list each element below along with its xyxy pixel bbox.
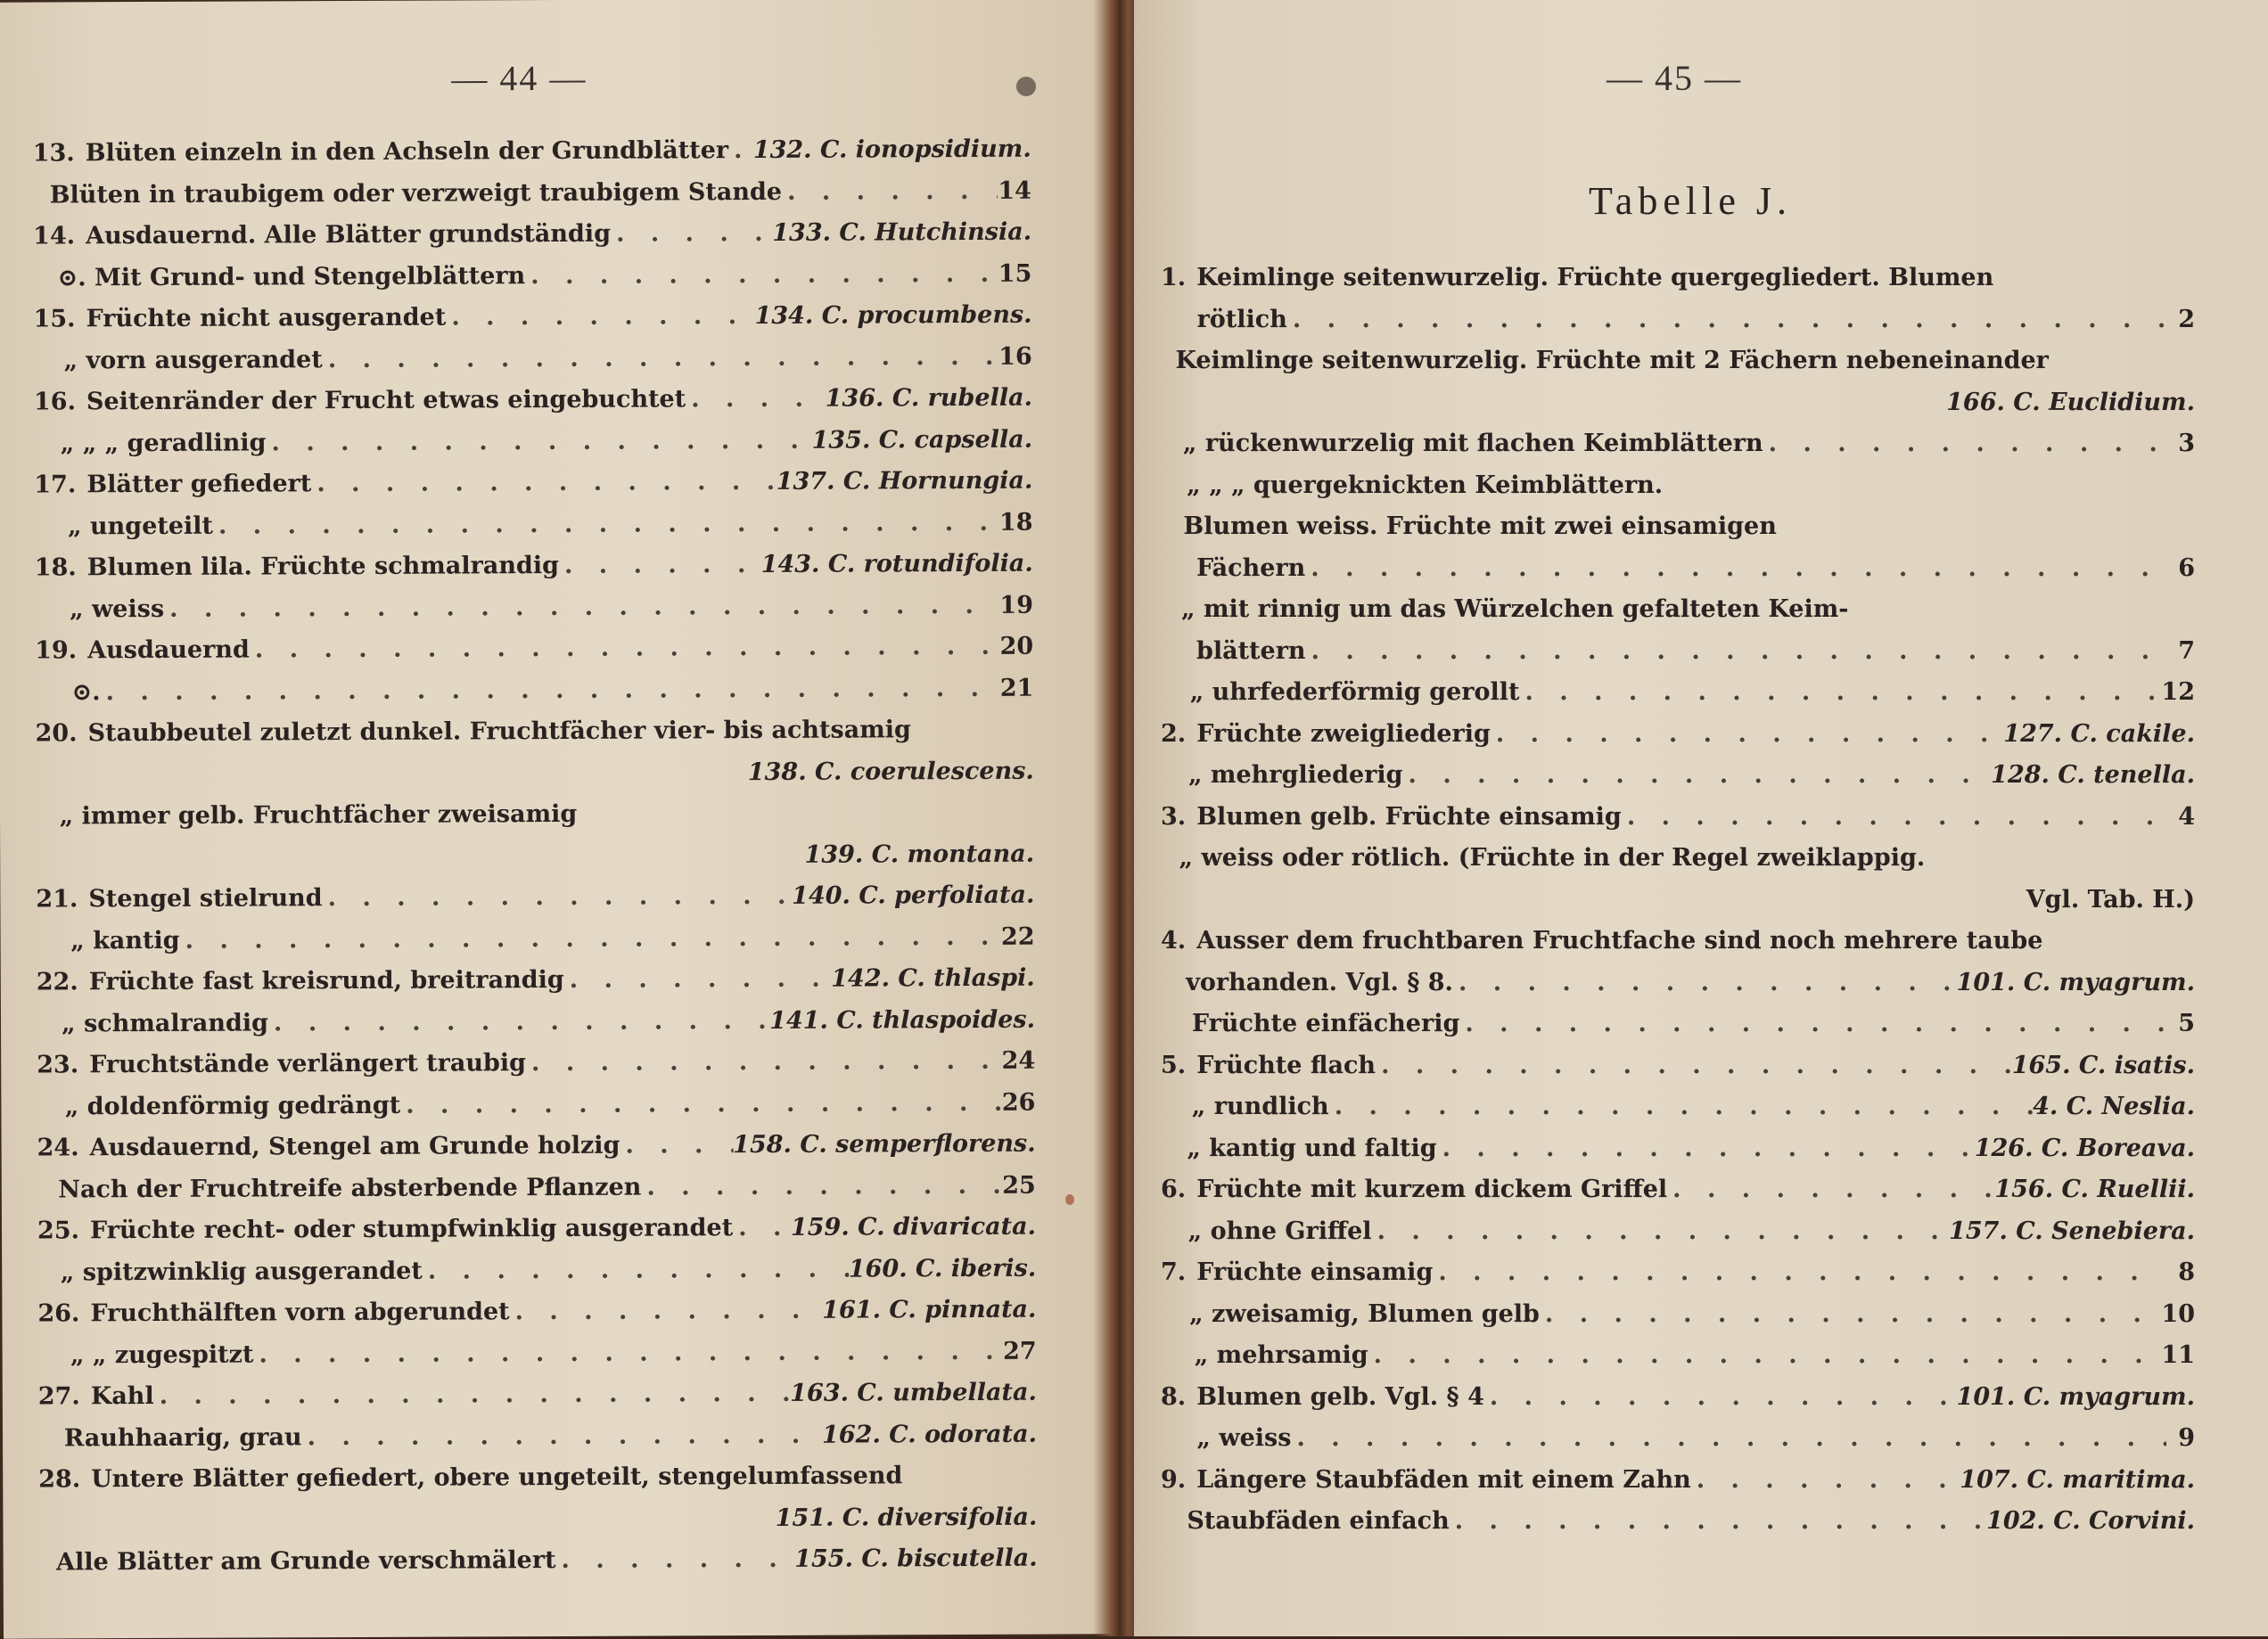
key-row: [1161, 965, 2195, 1001]
ink-spot: [1016, 77, 1036, 96]
dot-leader: [154, 1376, 791, 1414]
couplet-text: Untere Blätter gefiedert, obere ungeteilt, stengelumfassend: [91, 1458, 902, 1497]
key-row: [1161, 1421, 2195, 1456]
key-row: [39, 1541, 1038, 1581]
couplet-number: 20.: [35, 716, 77, 751]
key-row: [33, 215, 1031, 255]
target-couplet: 21: [1000, 670, 1034, 706]
couplet-text: Nach der Fruchtreife absterbende Pflanzen: [58, 1169, 641, 1208]
dot-leader: [323, 879, 793, 916]
species-reference: 107. C. maritima.: [1960, 1463, 2195, 1498]
couplet-number: 14.: [33, 218, 75, 254]
dot-leader: [1287, 302, 2166, 338]
dot-leader: [526, 1044, 1002, 1081]
couplet-text: „ weiss oder rötlich. (Früchte in der Regel zweiklappig.: [1179, 840, 1926, 876]
target-couplet: Vgl. Tab. H.): [2026, 882, 2195, 918]
dot-leader: [1667, 1172, 1994, 1208]
dot-leader: [180, 919, 1002, 958]
key-row: [1161, 1048, 2195, 1084]
key-row: [34, 339, 1032, 379]
couplet-text: ⊙. Mit Grund- und Stengelblättern: [57, 258, 525, 296]
couplet-text: „ weiss: [1196, 1421, 1291, 1456]
species-reference: 142. C. thlaspi.: [831, 961, 1035, 997]
key-row: [38, 1458, 1037, 1498]
key-row: [1161, 1255, 2195, 1291]
dot-leader: [253, 1333, 1003, 1373]
key-row: [1161, 1463, 2195, 1498]
dot-leader: [782, 173, 998, 209]
couplet-text: „ zweisamig, Blumen gelb: [1189, 1297, 1540, 1332]
couplet-text: ⊙.: [72, 675, 101, 710]
couplet-number: 18.: [35, 550, 77, 586]
species-reference: 155. C. biscutella.: [794, 1541, 1038, 1578]
species-reference: 140. C. perfoliata.: [792, 878, 1034, 914]
couplet-text: „ uhrfederförmig gerollt: [1190, 675, 1520, 710]
couplet-text: „ immer gelb. Fruchtfächer zweisamig: [60, 797, 578, 835]
target-couplet: 26: [1002, 1085, 1036, 1120]
couplet-number: 21.: [36, 881, 78, 917]
page-number-right: — 45 —: [1606, 57, 1742, 99]
target-couplet: 25: [1002, 1168, 1036, 1203]
target-couplet: 16: [998, 339, 1032, 374]
couplet-text: Früchte recht- oder stumpfwinklig ausgerandet: [90, 1210, 733, 1249]
dot-leader: [1484, 1380, 1957, 1415]
couplet-number: 17.: [34, 467, 76, 503]
dot-leader: [1450, 1504, 1986, 1539]
species-reference: 143. C. rotundifolia.: [761, 546, 1033, 583]
key-row: [34, 422, 1032, 462]
key-row: [1161, 799, 2195, 835]
target-couplet: 24: [1002, 1044, 1036, 1079]
key-row: [36, 878, 1034, 918]
dot-leader: [611, 216, 772, 252]
couplet-text: „ rückenwurzelig mit flachen Keimblättern: [1183, 426, 1763, 462]
couplet-text: Blumen weiss. Früchte mit zwei einsamigen: [1183, 509, 1776, 545]
couplet-text: „ mit rinnig um das Würzelchen gefalteten Keim-: [1181, 592, 1848, 627]
couplet-text: Früchte nicht ausgerandet: [86, 300, 446, 338]
species-reference: 134. C. procumbens.: [754, 298, 1031, 334]
left-page: [0, 0, 1118, 1639]
key-row: [1161, 1214, 2195, 1250]
species-reference: 166. C. Euclidium.: [1946, 385, 2195, 421]
couplet-text: Früchte einfächerig: [1192, 1006, 1459, 1042]
dot-leader: [1763, 426, 2166, 462]
couplet-number: 13.: [33, 135, 75, 171]
target-couplet: 9: [2166, 1421, 2195, 1456]
couplet-text: Blumen gelb. Vgl. § 4: [1196, 1380, 1484, 1415]
dot-leader: [728, 133, 753, 168]
key-row: [34, 381, 1032, 421]
couplet-text: Fruchtstände verlängert traubig: [89, 1045, 526, 1083]
couplet-text: Ausdauernd, Stengel am Grunde holzig: [90, 1128, 620, 1167]
couplet-number: 27.: [38, 1379, 80, 1414]
key-row: [38, 1499, 1037, 1539]
key-row: [33, 256, 1031, 296]
target-couplet: 19: [999, 587, 1033, 623]
key-row: [35, 629, 1033, 669]
target-couplet: 15: [998, 256, 1032, 291]
couplet-text: „ spitzwinklig ausgerandet: [61, 1253, 423, 1291]
key-row: [38, 1416, 1037, 1456]
key-row: [1161, 634, 2195, 669]
dot-leader: [101, 670, 1000, 709]
target-couplet: 5: [2166, 1006, 2195, 1042]
target-couplet: 6: [2166, 551, 2195, 586]
key-row: [1161, 1089, 2195, 1125]
key-row: [1161, 675, 2195, 710]
key-row: [1161, 1172, 2195, 1208]
dot-leader: [1519, 675, 2161, 710]
key-row: [1161, 1006, 2195, 1042]
key-row: [37, 1044, 1035, 1084]
couplet-text: „ „ „ geradlinig: [61, 425, 267, 462]
key-row: [36, 836, 1034, 876]
couplet-text: „ „ „ quergeknickten Keimblättern.: [1187, 468, 1663, 504]
couplet-text: Staubfäden einfach: [1187, 1504, 1449, 1539]
species-reference: 139. C. montana.: [804, 836, 1034, 873]
target-couplet: 18: [999, 504, 1033, 540]
key-row: [1161, 1380, 2195, 1415]
couplet-text: „ kantig: [70, 922, 180, 959]
dot-leader: [1291, 1421, 2166, 1456]
dot-leader: [686, 381, 826, 418]
couplet-text: Stengel stielrund: [88, 881, 322, 917]
couplet-number: 3.: [1161, 799, 1186, 835]
key-row: [36, 753, 1034, 793]
couplet-text: Keimlinge seitenwurzelig. Früchte mit 2 Fächern nebeneinander: [1175, 343, 2048, 379]
target-couplet: 4: [2166, 799, 2195, 835]
couplet-text: Keimlinge seitenwurzelig. Früchte quergegliedert. Blumen: [1196, 260, 1993, 296]
couplet-text: Ausser dem fruchtbaren Fruchtfache sind noch mehrere taube: [1196, 923, 2042, 959]
dot-leader: [250, 629, 1000, 668]
species-reference: 161. C. pinnata.: [822, 1292, 1036, 1329]
key-row: [1161, 882, 2195, 918]
key-row: [37, 1250, 1036, 1291]
page-number-left: — 44 —: [451, 57, 587, 100]
key-row: [35, 546, 1033, 586]
key-row: [33, 298, 1031, 338]
species-reference: 157. C. Senebiera.: [1949, 1214, 2195, 1250]
species-reference: 162. C. odorata.: [822, 1416, 1037, 1453]
key-row: [37, 919, 1035, 959]
species-reference: 136. C. rubella.: [826, 381, 1032, 417]
couplet-text: „ schmalrandig: [62, 1005, 268, 1042]
dot-leader: [1433, 1255, 2166, 1291]
couplet-text: Fruchthälften vorn abgerundet: [90, 1294, 509, 1332]
key-row: [34, 463, 1032, 504]
dot-leader: [620, 1127, 733, 1164]
dot-leader: [446, 299, 754, 336]
dot-leader: [1491, 717, 2003, 752]
couplet-text: „ ungeteilt: [68, 508, 213, 545]
target-couplet: 10: [2161, 1297, 2195, 1332]
couplet-number: 22.: [37, 964, 78, 1000]
dot-leader: [400, 1085, 1002, 1123]
species-reference: 102. C. Corvini.: [1986, 1504, 2195, 1539]
species-reference: 127. C. cakile.: [2003, 717, 2195, 752]
couplet-number: 25.: [37, 1213, 79, 1249]
dot-leader: [641, 1168, 1002, 1205]
couplet-text: Längere Staubfäden mit einem Zahn: [1196, 1463, 1691, 1498]
species-reference: 137. C. Hornungia.: [777, 463, 1033, 500]
target-couplet: 11: [2161, 1338, 2195, 1373]
target-couplet: 27: [1003, 1333, 1037, 1369]
couplet-text: Fächern: [1196, 551, 1305, 586]
species-reference: 133. C. Hutchinsia.: [772, 215, 1031, 251]
couplet-number: 7.: [1161, 1255, 1186, 1291]
couplet-text: Staubbeutel zuletzt dunkel. Fruchtfächer vier- bis achtsamig: [87, 712, 910, 751]
couplet-text: Blätter gefiedert: [86, 466, 311, 503]
key-row: [37, 1127, 1036, 1167]
dot-leader: [559, 547, 761, 584]
couplet-text: „ mehrgliederig: [1188, 758, 1403, 793]
couplet-text: vorhanden. Vgl. § 8.: [1186, 965, 1453, 1001]
couplet-number: 28.: [38, 1462, 80, 1497]
dot-leader: [1372, 1214, 1950, 1250]
key-row: [37, 961, 1035, 1001]
species-reference: 138. C. coerulescens.: [748, 753, 1034, 790]
dot-leader: [733, 1210, 791, 1246]
key-row: [1161, 468, 2195, 504]
species-reference: 165. C. isatis.: [2012, 1048, 2195, 1084]
dot-leader: [1459, 1006, 2166, 1042]
key-row: [33, 132, 1031, 172]
couplet-text: Seitenränder der Frucht etwas eingebuchtet: [86, 381, 686, 420]
dot-leader: [509, 1293, 822, 1331]
species-reference: 132. C. ionopsidium.: [753, 132, 1031, 168]
couplet-text: „ ohne Griffel: [1188, 1214, 1372, 1250]
dot-leader: [423, 1251, 849, 1289]
species-reference: 158. C. semperflorens.: [733, 1127, 1036, 1163]
couplet-number: 15.: [33, 301, 75, 337]
target-couplet: 20: [1000, 629, 1034, 665]
couplet-text: rötlich: [1197, 302, 1287, 338]
dot-leader: [1540, 1297, 2162, 1332]
key-row: [37, 1292, 1036, 1332]
species-reference: 141. C. thlaspoides.: [769, 1002, 1035, 1038]
couplet-text: „ mehrsamig: [1195, 1338, 1368, 1373]
couplet-text: „ rundlich: [1192, 1089, 1329, 1125]
couplet-number: 23.: [37, 1047, 78, 1083]
species-reference: 4. C. Neslia.: [2033, 1089, 2195, 1125]
target-couplet: 2: [2166, 302, 2195, 338]
dot-leader: [311, 464, 777, 502]
target-couplet: 8: [2166, 1255, 2195, 1291]
target-couplet: 12: [2161, 675, 2195, 710]
key-row: [36, 795, 1034, 835]
species-reference: 163. C. umbellata.: [790, 1375, 1037, 1412]
species-reference: 101. C. myagrum.: [1957, 1380, 2195, 1415]
species-reference: 156. C. Ruellii.: [1994, 1172, 2195, 1208]
species-reference: 126. C. Boreava.: [1975, 1131, 2195, 1167]
couplet-number: 5.: [1161, 1048, 1186, 1084]
couplet-text: Früchte flach: [1196, 1048, 1376, 1084]
dot-leader: [1691, 1463, 1960, 1498]
key-row: [34, 504, 1032, 545]
couplet-number: 8.: [1161, 1380, 1186, 1415]
key-row: [38, 1333, 1037, 1373]
couplet-text: blättern: [1196, 634, 1306, 669]
couplet-number: 1.: [1161, 260, 1186, 296]
key-row: [38, 1375, 1037, 1415]
couplet-number: 19.: [35, 633, 77, 668]
couplet-text: Blüten einzeln in den Achseln der Grundblätter: [86, 133, 729, 171]
dot-leader: [1305, 551, 2166, 586]
key-row: [35, 712, 1033, 752]
couplet-text: Früchte fast kreisrund, breitrandig: [89, 963, 564, 1000]
species-reference: 160. C. iberis.: [849, 1250, 1037, 1287]
dot-leader: [1306, 634, 2166, 669]
dot-leader: [525, 256, 998, 293]
right-page: [1134, 0, 2268, 1636]
dot-leader: [323, 339, 999, 377]
key-row: [1161, 758, 2195, 793]
couplet-text: „ weiss: [70, 591, 164, 627]
dot-leader: [1403, 758, 1992, 793]
species-reference: 101. C. myagrum.: [1957, 965, 2195, 1001]
key-row: [1161, 840, 2195, 876]
left-key-table: [0, 0, 1111, 3]
couplet-text: Früchte mit kurzem dickem Griffel: [1196, 1172, 1667, 1208]
dot-leader: [1329, 1089, 2033, 1125]
dot-leader: [1368, 1338, 2162, 1373]
key-row: [33, 173, 1031, 213]
dot-leader: [268, 1003, 769, 1040]
table-title: Tabelle J.: [1589, 178, 1792, 224]
dot-leader: [555, 1542, 794, 1578]
key-row: [1161, 426, 2195, 462]
key-row: [1161, 923, 2195, 959]
couplet-text: Blumen lila. Früchte schmalrandig: [87, 548, 559, 586]
couplet-text: Blumen gelb. Früchte einsamig: [1196, 799, 1622, 835]
key-row: [1161, 260, 2195, 296]
target-couplet: 14: [998, 173, 1031, 209]
dot-leader: [1376, 1048, 2012, 1084]
couplet-number: 6.: [1161, 1172, 1186, 1208]
couplet-number: 2.: [1161, 717, 1186, 752]
dot-leader: [266, 422, 811, 461]
dot-leader: [1437, 1131, 1975, 1167]
key-row: [37, 1085, 1035, 1125]
key-row: [1161, 1297, 2195, 1332]
couplet-text: Ausdauernd: [87, 633, 250, 669]
species-reference: 151. C. diversifolia.: [776, 1499, 1038, 1536]
key-row: [37, 1002, 1035, 1042]
key-row: [1161, 592, 2195, 627]
dot-leader: [213, 504, 999, 544]
dot-leader: [164, 587, 999, 627]
target-couplet: 3: [2166, 426, 2195, 462]
couplet-text: Rauhhaarig, grau: [64, 1420, 302, 1456]
species-reference: 135. C. capsella.: [811, 422, 1032, 458]
key-row: [37, 1168, 1036, 1208]
couplet-text: Ausdauernd. Alle Blätter grundständig: [86, 217, 611, 255]
dot-leader: [1622, 799, 2166, 835]
species-reference: 128. C. tenella.: [1991, 758, 2195, 793]
key-row: [1161, 385, 2195, 421]
ink-spot: [1065, 1194, 1074, 1205]
key-row: [37, 1209, 1036, 1250]
key-row: [1161, 717, 2195, 752]
couplet-number: 4.: [1161, 923, 1186, 959]
key-row: [1161, 1504, 2195, 1539]
species-reference: 159. C. divaricata.: [791, 1209, 1036, 1246]
couplet-number: 9.: [1161, 1463, 1186, 1498]
couplet-text: „ vorn ausgerandet: [64, 342, 323, 379]
dot-leader: [1453, 965, 1957, 1001]
key-row: [1161, 302, 2195, 338]
couplet-text: „ „ zugespitzt: [70, 1337, 254, 1373]
key-row: [35, 587, 1033, 627]
couplet-text: Alle Blätter am Grunde verschmälert: [56, 1543, 556, 1580]
key-row: [35, 670, 1033, 710]
target-couplet: 7: [2166, 634, 2195, 669]
key-row: [1161, 509, 2195, 545]
couplet-text: Kahl: [91, 1379, 154, 1414]
key-row: [1161, 343, 2195, 379]
target-couplet: 22: [1001, 919, 1035, 955]
couplet-text: „ kantig und faltig: [1187, 1131, 1436, 1167]
couplet-text: Früchte einsamig: [1196, 1255, 1433, 1291]
couplet-text: Blüten in traubigem oder verzweigt traubigem Stande: [50, 174, 783, 213]
key-row: [1161, 1131, 2195, 1167]
couplet-number: 16.: [34, 384, 76, 420]
dot-leader: [302, 1417, 823, 1455]
couplet-number: 26.: [37, 1296, 79, 1332]
couplet-text: Früchte zweigliederig: [1196, 717, 1491, 752]
couplet-number: 24.: [37, 1130, 79, 1166]
couplet-text: „ doldenförmig gedrängt: [65, 1087, 401, 1125]
key-row: [1161, 551, 2195, 586]
key-row: [1161, 1338, 2195, 1373]
dot-leader: [564, 962, 832, 998]
